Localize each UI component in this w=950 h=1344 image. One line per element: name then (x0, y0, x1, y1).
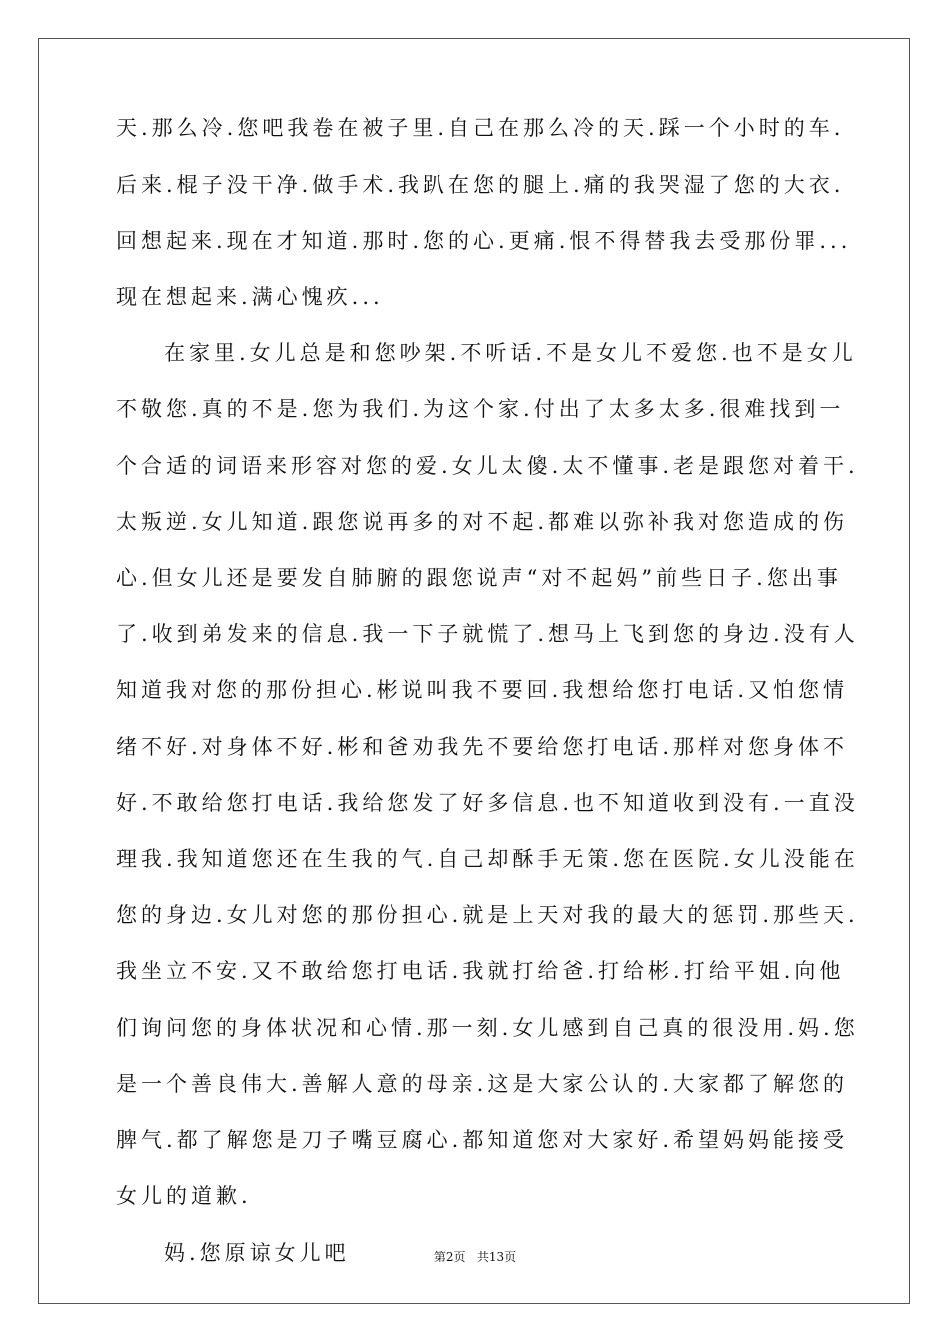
text-line: 是一个善良伟大.善解人意的母亲.这是大家公认的.大家都了解您的 (116, 1072, 849, 1096)
text-line: 太叛逆.女儿知道.跟您说再多的对不起.都难以弥补我对您造成的伤 (116, 510, 849, 534)
page-footer: 第2页 共13页 (433, 1250, 517, 1264)
text-line: 了.收到弟发来的信息.我一下子就慌了.想马上飞到您的身边.没有人 (116, 622, 859, 646)
text-line: 您的身边.女儿对您的那份担心.就是上天对我的最大的惩罚.那些天. (116, 903, 859, 927)
text-line: 回想起来.现在才知道.那时.您的心.更痛.恨不得替我去受那份罪... (116, 229, 852, 253)
text-line: 好.不敢给您打电话.我给您发了好多信息.也不知道收到没有.一直没 (116, 791, 859, 815)
paragraph-first-line: 在家里.女儿总是和您吵架.不听话.不是女儿不爱您.也不是女儿 (164, 341, 857, 365)
text-line: 们询问您的身体状况和心情.那一刻.女儿感到自己真的很没用.妈.您 (116, 1016, 859, 1040)
text-line: 绪不好.对身体不好.彬和爸劝我先不要给您打电话.那样对您身体不 (116, 735, 849, 759)
text-line: 不敬您.真的不是.您为我们.为这个家.付出了太多太多.很难找到一 (116, 397, 845, 421)
text-line: 女儿的道歉. (116, 1184, 252, 1208)
text-line: 后来.棍子没干净.做手术.我趴在您的腿上.痛的我哭湿了您的大衣. (116, 173, 845, 197)
text-line: 心.但女儿还是要发自肺腑的跟您说声“对不起妈”前些日子.您出事 (116, 566, 842, 590)
text-line: 理我.我知道您还在生我的气.自己却酥手无策.您在医院.女儿没能在 (116, 847, 859, 871)
text-line: 我坐立不安.又不敢给您打电话.我就打给爸.打给彬.打给平姐.向他 (116, 959, 845, 983)
text-line: 脾气.都了解您是刀子嘴豆腐心.都知道您对大家好.希望妈妈能接受 (116, 1128, 849, 1152)
text-line: 个合适的词语来形容对您的爱.女儿太傻.太不懂事.老是跟您对着干. (116, 454, 859, 478)
text-line: 天.那么冷.您吧我卷在被子里.自己在那么冷的天.踩一个小时的车. (116, 116, 845, 140)
text-line: 知道我对您的那份担心.彬说叫我不要回.我想给您打电话.又怕您情 (116, 678, 849, 702)
text-line: 现在想起来.满心愧疚... (116, 285, 384, 309)
paragraph-first-line: 妈.您原谅女儿吧 (164, 1241, 350, 1265)
